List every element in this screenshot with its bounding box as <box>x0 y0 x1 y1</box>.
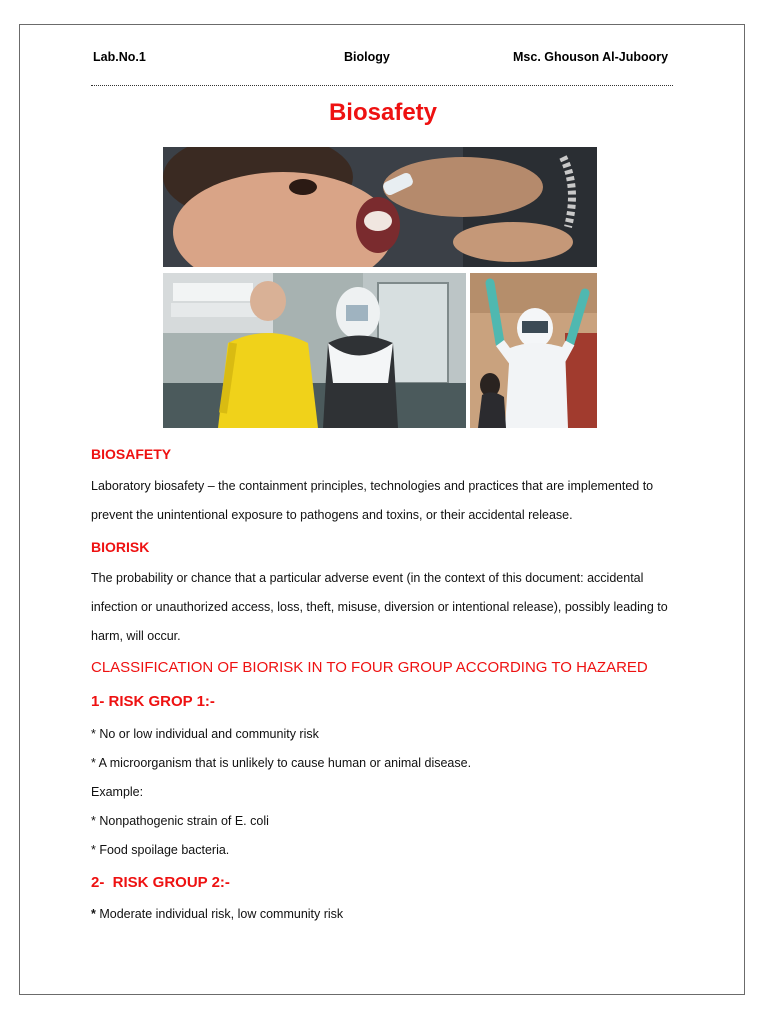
risk-group-1-heading: 1- RISK GROP 1:- <box>91 693 215 710</box>
biosafety-heading: BIOSAFETY <box>91 446 172 462</box>
page-title: Biosafety <box>328 99 438 126</box>
classification-heading: CLASSIFICATION OF BIORISK IN TO FOUR GROUP ACCORDING TO HAZARED <box>91 659 648 676</box>
biorisk-heading: BIORISK <box>91 539 150 555</box>
oral-vaccine-photo <box>163 147 597 267</box>
biosafety-line-1: Laboratory biosafety – the containment principles, technologies and practices that are implemented to <box>91 479 654 493</box>
rg1-example-2: * Food spoilage bacteria. <box>91 843 230 857</box>
biosafety-photo-collage <box>163 147 597 428</box>
biorisk-paragraph <box>91 564 691 651</box>
risk-group-2-heading: 2- RISK GROUP 2:- <box>91 874 230 891</box>
rg2-item-1-text: Moderate individual risk, low community risk <box>95 907 344 921</box>
oral-vaccine-illustration <box>163 147 597 267</box>
rg1-item-2: * A microorganism that is unlikely to cause human or animal disease. <box>91 756 472 770</box>
header-lab-number: Lab.No.1 <box>93 50 146 64</box>
document-page <box>19 24 745 995</box>
rg2-bullet-star: * <box>91 907 96 921</box>
rg1-example-label: Example: <box>91 785 144 799</box>
biosafety-paragraph <box>91 472 691 530</box>
protective-suit-illustration <box>470 273 597 428</box>
header-subject: Biology <box>344 50 390 64</box>
biorisk-line-2: infection or unauthorized access, loss, theft, misuse, diversion or intentional release), possibly leading to <box>91 600 668 614</box>
lab-workers-photo <box>163 273 466 428</box>
header-author: Msc. Ghouson Al-Juboory <box>513 50 669 64</box>
biosafety-line-2: prevent the unintentional exposure to pathogens and toxins, or their accidental release. <box>91 508 573 522</box>
lab-workers-illustration <box>163 273 466 428</box>
biorisk-line-1: The probability or chance that a particular adverse event (in the context of this document: accidental <box>91 571 644 585</box>
header-divider <box>91 85 673 86</box>
rg1-item-1: * No or low individual and community risk <box>91 727 319 741</box>
biorisk-line-3: harm, will occur. <box>91 629 181 643</box>
rg2-item-1 <box>91 907 691 921</box>
rg1-example-1: * Nonpathogenic strain of E. coli <box>91 814 269 828</box>
protective-suit-photo <box>470 273 597 428</box>
